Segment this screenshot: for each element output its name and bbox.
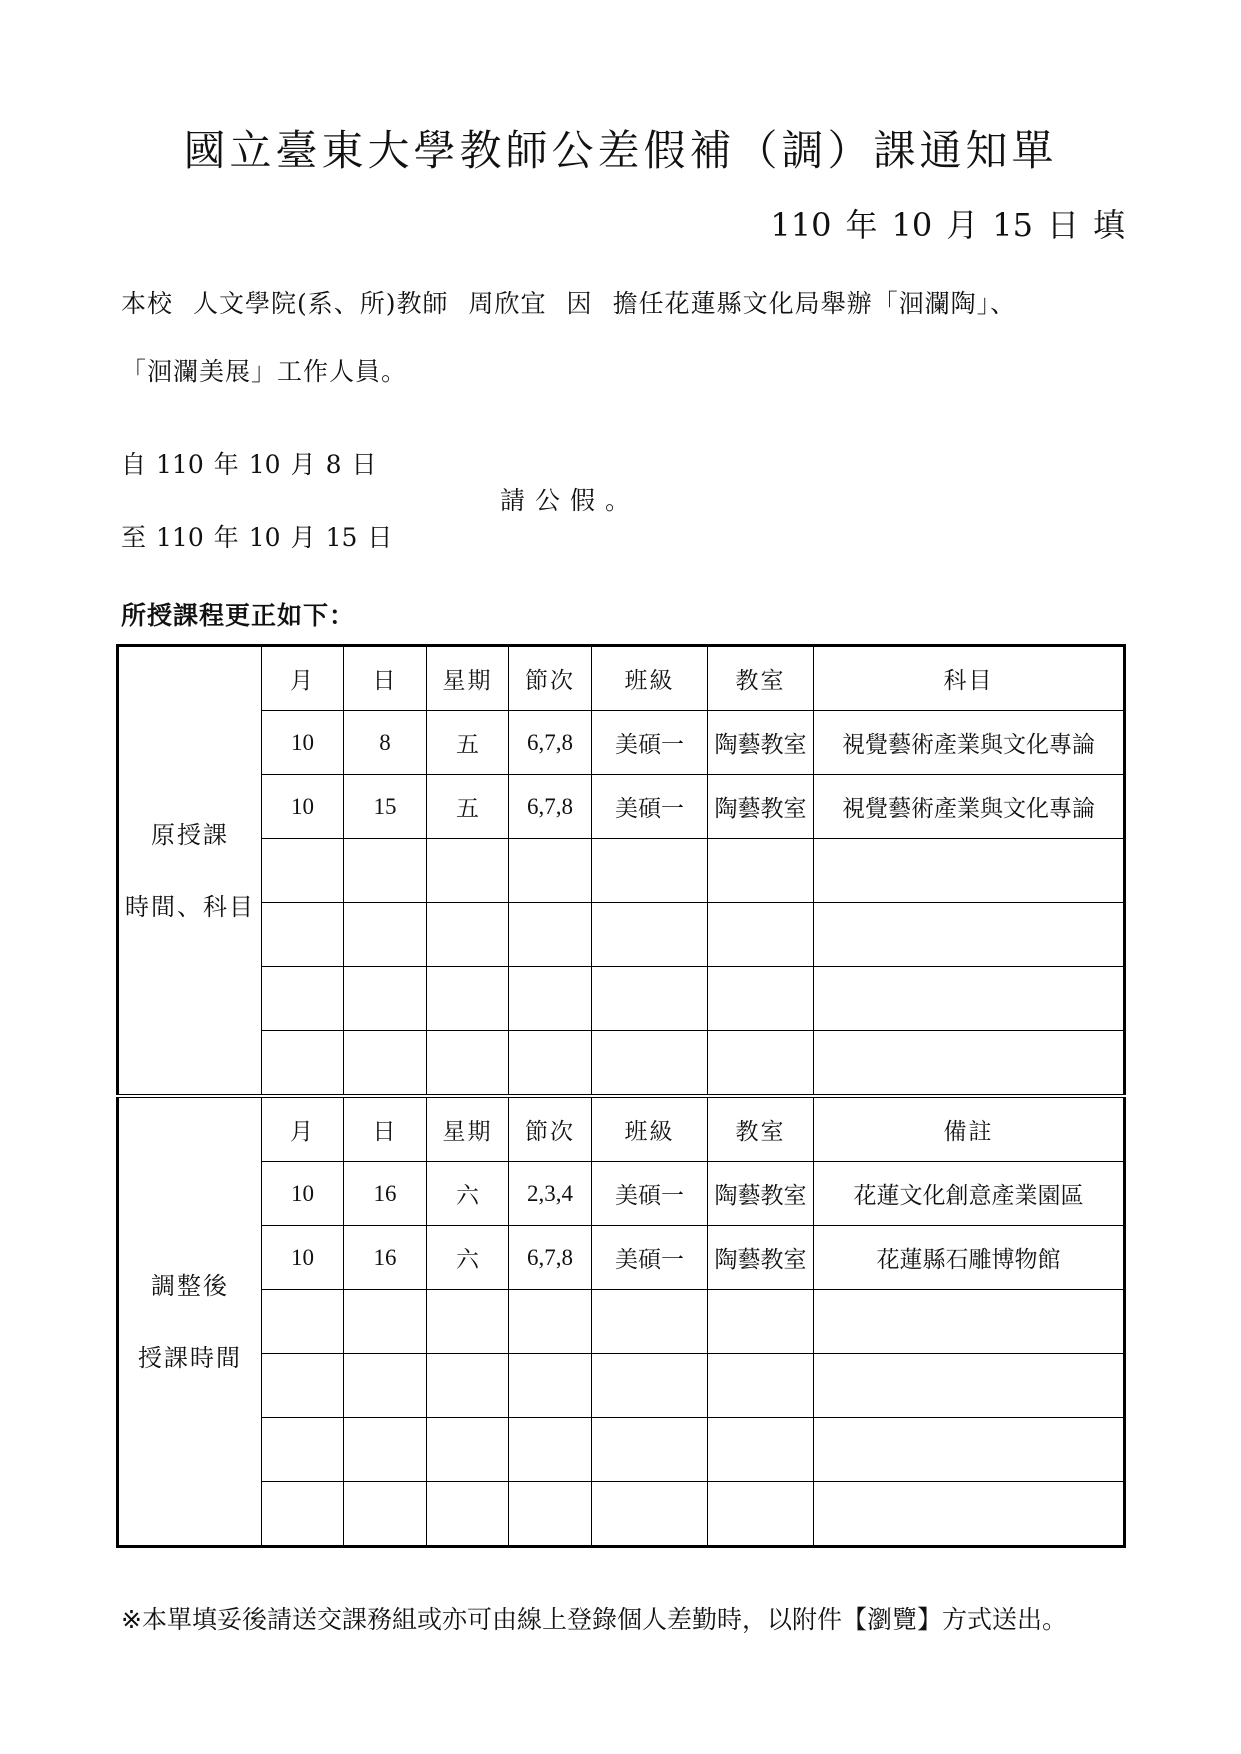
table-cell xyxy=(427,1031,509,1097)
table-cell: 六 xyxy=(427,1226,509,1290)
table-cell xyxy=(262,1354,344,1418)
table-cell: 五 xyxy=(427,711,509,775)
table-cell xyxy=(262,839,344,903)
table-cell xyxy=(509,1482,592,1547)
table-cell xyxy=(262,967,344,1031)
table-cell xyxy=(592,839,708,903)
table-cell: 五 xyxy=(427,775,509,839)
school-label: 本校 xyxy=(121,289,174,318)
table-cell xyxy=(814,967,1125,1031)
table-cell: 美碩一 xyxy=(592,1162,708,1226)
table-cell xyxy=(427,903,509,967)
adjusted-column-header: 班級 xyxy=(592,1096,708,1162)
table-row xyxy=(118,967,1125,1031)
table-cell: 6,7,8 xyxy=(509,1226,592,1290)
table-cell: 6,7,8 xyxy=(509,775,592,839)
fill-action: 填 xyxy=(1092,206,1125,244)
table-cell xyxy=(344,839,427,903)
table-cell xyxy=(344,1290,427,1354)
table-cell xyxy=(708,967,814,1031)
adjusted-header-row xyxy=(118,1096,1125,1162)
fill-month-unit: 月 xyxy=(946,206,979,244)
original-column-header: 班級 xyxy=(592,646,708,711)
table-cell xyxy=(592,967,708,1031)
table-cell xyxy=(708,1482,814,1547)
table-row xyxy=(118,1482,1125,1547)
table-cell xyxy=(814,1418,1125,1482)
table-cell xyxy=(427,1418,509,1482)
fill-year-unit: 年 xyxy=(845,206,878,244)
fill-date xyxy=(770,200,1125,246)
reason-line-2: 「洄瀾美展」工作人員。 xyxy=(121,357,408,386)
table-cell: 陶藝教室 xyxy=(708,1226,814,1290)
table-cell xyxy=(814,1031,1125,1097)
fill-day: 15 xyxy=(992,206,1033,244)
table-cell xyxy=(708,839,814,903)
adjusted-column-header: 備註 xyxy=(814,1096,1125,1162)
table-row xyxy=(118,903,1125,967)
table-cell: 花蓮文化創意產業園區 xyxy=(814,1162,1125,1226)
original-column-header: 月 xyxy=(262,646,344,711)
table-cell: 美碩一 xyxy=(592,711,708,775)
table-cell xyxy=(509,1290,592,1354)
table-cell xyxy=(427,1482,509,1547)
table-cell xyxy=(592,1482,708,1547)
table-cell xyxy=(344,903,427,967)
table-cell: 六 xyxy=(427,1162,509,1226)
adjusted-label-line-1: 調整後 xyxy=(151,1271,229,1300)
table-cell xyxy=(708,1354,814,1418)
table-cell: 16 xyxy=(344,1226,427,1290)
original-column-header: 日 xyxy=(344,646,427,711)
period-to: 至 110 年 10 月 15 日 xyxy=(121,523,393,552)
table-cell xyxy=(427,1290,509,1354)
table-row xyxy=(118,775,1125,839)
schedule-heading: 所授課程更正如下： xyxy=(121,601,356,630)
table-cell xyxy=(427,1354,509,1418)
table-cell: 10 xyxy=(262,711,344,775)
table-cell xyxy=(708,903,814,967)
table-cell xyxy=(262,1482,344,1547)
table-cell: 16 xyxy=(344,1162,427,1226)
original-label-line-2: 時間、科目 xyxy=(125,892,255,921)
table-cell xyxy=(592,1418,708,1482)
fill-day-unit: 日 xyxy=(1046,206,1079,244)
original-column-header: 節次 xyxy=(509,646,592,711)
table-cell xyxy=(344,1482,427,1547)
reason-line-1: 擔任花蓮縣文化局舉辦「洄瀾陶」、 xyxy=(612,289,1017,318)
table-cell xyxy=(509,967,592,1031)
original-label-line-1: 原授課 xyxy=(151,820,229,849)
adjusted-column-header: 日 xyxy=(344,1096,427,1162)
table-cell xyxy=(509,839,592,903)
table-cell xyxy=(427,967,509,1031)
table-cell xyxy=(814,1482,1125,1547)
leave-type: 請公假。 xyxy=(500,486,641,515)
original-column-header: 星期 xyxy=(427,646,509,711)
table-row xyxy=(118,1162,1125,1226)
adjusted-column-header: 教室 xyxy=(708,1096,814,1162)
adjusted-column-header: 星期 xyxy=(427,1096,509,1162)
adjusted-column-header: 節次 xyxy=(509,1096,592,1162)
table-cell xyxy=(592,1031,708,1097)
table-cell: 陶藝教室 xyxy=(708,711,814,775)
college-name: 人文學院(系、所)教師 xyxy=(193,289,449,318)
table-cell: 美碩一 xyxy=(592,1226,708,1290)
table-row xyxy=(118,1354,1125,1418)
table-cell xyxy=(262,1031,344,1097)
table-cell xyxy=(262,903,344,967)
table-cell: 8 xyxy=(344,711,427,775)
table-cell: 6,7,8 xyxy=(509,711,592,775)
original-column-header: 教室 xyxy=(708,646,814,711)
table-cell xyxy=(708,1418,814,1482)
table-cell xyxy=(814,1354,1125,1418)
table-cell xyxy=(708,1290,814,1354)
schedule-table xyxy=(116,644,1126,1548)
table-row xyxy=(118,839,1125,903)
fill-month: 10 xyxy=(891,206,933,244)
table-cell: 10 xyxy=(262,1226,344,1290)
footer-note: ※本單填妥後請送交課務組或亦可由線上登錄個人差勤時，以附件【瀏覽】方式送出。 xyxy=(121,1605,1067,1634)
intro-line-1 xyxy=(121,284,1016,320)
table-cell xyxy=(592,903,708,967)
table-cell: 視覺藝術產業與文化專論 xyxy=(814,711,1125,775)
original-column-header: 科目 xyxy=(814,646,1125,711)
table-cell xyxy=(262,1418,344,1482)
because-label: 因 xyxy=(566,289,593,318)
table-cell: 陶藝教室 xyxy=(708,1162,814,1226)
adjusted-column-header: 月 xyxy=(262,1096,344,1162)
table-row xyxy=(118,711,1125,775)
table-cell: 2,3,4 xyxy=(509,1162,592,1226)
table-cell: 陶藝教室 xyxy=(708,775,814,839)
table-cell xyxy=(344,1354,427,1418)
table-cell xyxy=(344,1031,427,1097)
fill-year: 110 xyxy=(770,206,832,244)
table-cell: 15 xyxy=(344,775,427,839)
form-title: 國立臺東大學教師公差假補（調）課通知單 xyxy=(183,126,1058,175)
table-cell xyxy=(262,1290,344,1354)
table-row xyxy=(118,1031,1125,1097)
table-row xyxy=(118,1418,1125,1482)
table-cell: 花蓮縣石雕博物館 xyxy=(814,1226,1125,1290)
table-cell xyxy=(708,1031,814,1097)
table-row xyxy=(118,1226,1125,1290)
adjusted-section-label xyxy=(118,1096,262,1547)
original-header-row xyxy=(118,646,1125,711)
table-cell xyxy=(814,1290,1125,1354)
original-section-label xyxy=(118,646,262,1097)
table-cell xyxy=(592,1290,708,1354)
table-cell xyxy=(509,1418,592,1482)
table-cell xyxy=(814,903,1125,967)
table-cell xyxy=(592,1354,708,1418)
table-cell xyxy=(344,967,427,1031)
table-cell: 10 xyxy=(262,1162,344,1226)
table-cell xyxy=(344,1418,427,1482)
table-cell: 美碩一 xyxy=(592,775,708,839)
table-cell xyxy=(509,1354,592,1418)
table-cell: 10 xyxy=(262,775,344,839)
table-cell: 視覺藝術產業與文化專論 xyxy=(814,775,1125,839)
teacher-name: 周欣宜 xyxy=(468,289,547,318)
table-cell xyxy=(509,903,592,967)
table-cell xyxy=(427,839,509,903)
table-cell xyxy=(509,1031,592,1097)
table-cell xyxy=(814,839,1125,903)
table-row xyxy=(118,1290,1125,1354)
period-from: 自 110 年 10 月 8 日 xyxy=(121,450,377,479)
adjusted-label-line-2: 授課時間 xyxy=(138,1343,242,1372)
